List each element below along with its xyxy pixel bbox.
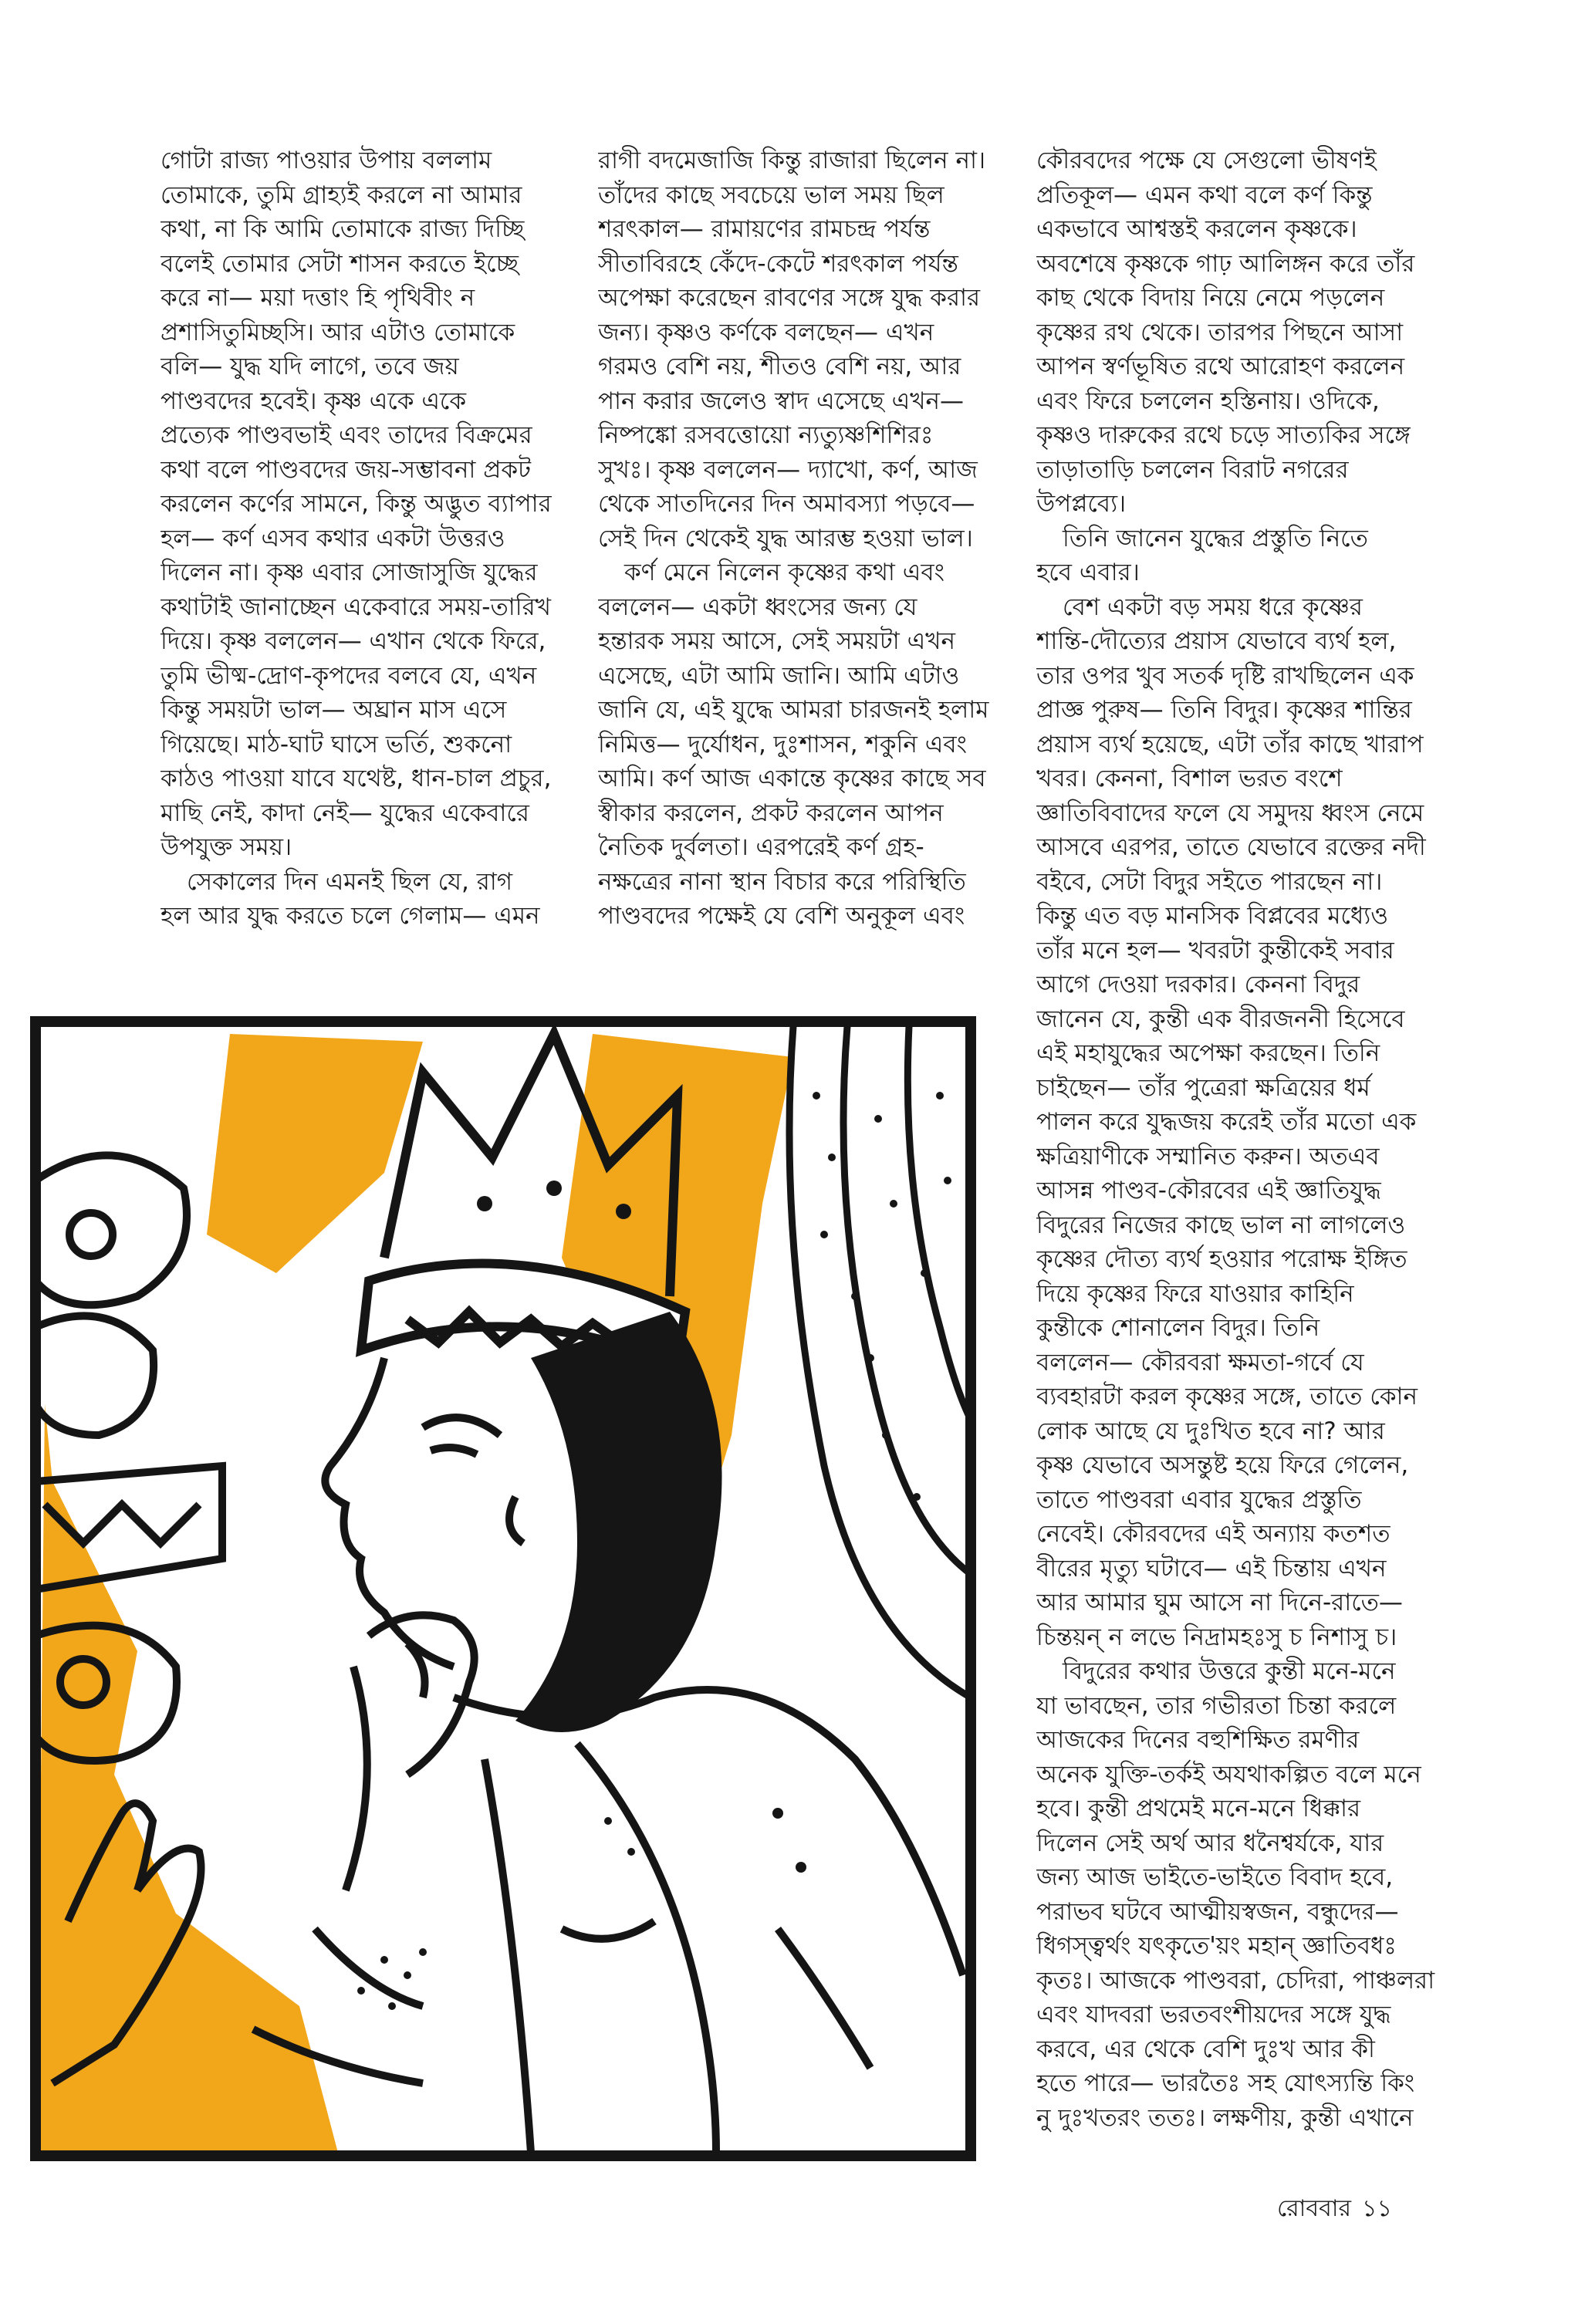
text-line: এই মহাযুদ্ধের অপেক্ষা করছেন। তিনি [1036,1039,1380,1067]
curtain-right [789,1026,971,1697]
text-line: কথাটাই জানাচ্ছেন একেবারে সময়-তারিখ [161,593,551,621]
text-line: কাঠও পাওয়া যাবে যথেষ্ট, ধান-চাল প্রচুর, [161,765,552,792]
text-line: জন্য। কৃষ্ণও কর্ণকে বলছেন— এখন [598,318,934,346]
text-line: স্বীকার করলেন, প্রকট করলেন আপন [598,799,944,827]
text-line: হবে এবার। [1036,559,1140,586]
text-line: জানেন যে, কুন্তী এক বীরজননী হিসেবে [1036,1005,1405,1033]
text-line: আর আমার ঘুম আসে না দিনে-রাতে— [1036,1589,1403,1616]
text-line: শরৎকাল— রামায়ণের রামচন্দ্র পর্যন্ত [598,215,931,243]
text-line: এসেছে, এটা আমি জানি। আমি এটাও [598,661,960,690]
text-line: হবে। কুন্তী প্রথমেই মনে-মনে ধিক্কার [1036,1795,1361,1822]
text-line: তাড়াতাড়ি চললেন বিরাট নগরের [1036,455,1349,484]
garment [253,1690,963,2153]
text-line: পাণ্ডবদের পক্ষেই যে বেশি অনুকূল এবং [598,902,965,930]
text-line: জানি যে, এই যুদ্ধে আমরা চারজনই হলাম [598,696,989,724]
text-line: চিন্তয়ন্ ন লভে নিদ্রামহঃসু চ নিশাসু চ। [1036,1623,1397,1651]
text-line: পরাভব ঘটবে আত্মীয়স্বজন, বন্ধুদের— [1036,1897,1399,1926]
text-line: জন্য আজ ভাইতে-ভাইতে বিবাদ হবে, [1036,1863,1394,1891]
text-line: কৃতঃ। আজকে পাণ্ডবরা, চেদিরা, পাঞ্চলরা [1036,1966,1435,1995]
text-line: কিন্তু সময়টা ভাল— অঘ্রান মাস এসে [161,696,507,724]
text-line: কথা, না কি আমি তোমাকে রাজ্য দিচ্ছি [161,215,525,243]
text-line: হন্তারক সময় আসে, সেই সময়টা এখন [598,627,956,655]
text-line: কৃষ্ণের রথ থেকে। তারপর পিছনে আসা [1036,318,1404,346]
text-line: দিলেন না। কৃষ্ণ এবার সোজাসুজি যুদ্ধের [161,559,538,586]
text-line: মাছি নেই, কাদা নেই— যুদ্ধের একেবারে [161,799,529,827]
text-line: পালন করে যুদ্ধজয় করেই তাঁর মতো এক [1036,1108,1417,1136]
text-line: সুখঃ। কৃষ্ণ বললেন— দ্যাখো, কর্ণ, আজ [598,455,978,484]
text-line: আসবে এরপর, তাতে যেভাবে রক্তের নদী [1036,833,1426,861]
article-column-1 [161,144,562,934]
text-line: আপন স্বর্ণভূষিত রথে আরোহণ করলেন [1036,353,1405,380]
text-line: শান্তি-দৌত্যের প্রয়াস যেভাবে ব্যর্থ হল, [1036,627,1397,655]
text-line: প্রত্যেক পাণ্ডবভাই এবং তাদের বিক্রমের [161,421,532,449]
text-line: নক্ষত্রের নানা স্থান বিচার করে পরিস্থিতি [598,867,966,896]
text-line: হতে পারে— ভারতৈঃ সহ যোৎস্যন্তি কিং [1036,2069,1415,2097]
text-line: আগে দেওয়া দরকার। কেননা বিদুর [1036,971,1360,998]
article-column-2 [598,144,999,934]
text-line: কৃষ্ণও দারুকের রথে চড়ে সাত্যকির সঙ্গে [1036,421,1411,449]
text-line: কৃষ্ণ যেভাবে অসন্তুষ্ট হয়ে ফিরে গেলেন, [1036,1451,1409,1479]
text-line: দিলেন সেই অর্থ আর ধনৈশ্বর্যকে, যার [1036,1829,1384,1857]
text-line: গোটা রাজ্য পাওয়ার উপায় বললাম [161,147,492,174]
text-line: একভাবে আশ্বস্তই করলেন কৃষ্ণকে। [1036,215,1357,243]
text-line: পান করার জলেও স্বাদ এসেছে এখন— [598,387,965,415]
text-line: গরমও বেশি নয়, শীতও বেশি নয়, আর [598,353,961,380]
illustration-image [22,1003,985,2172]
text-line: উপপ্লব্যে। [1036,490,1127,518]
text-line: করলেন কর্ণের সামনে, কিন্তু অদ্ভুত ব্যাপার [161,490,552,518]
text-line: বলেই তোমার সেটা শাসন করতে ইচ্ছে [161,249,519,278]
text-line: জ্ঞাতিবিবাদের ফলে যে সমুদয় ধ্বংস নেমে [1036,799,1424,827]
text-line: বিদুরের নিজের কাছে ভাল না লাগলেও [1036,1211,1406,1239]
page-number: ১১ [1361,2195,1392,2222]
text-line: দিয়ে। কৃষ্ণ বললেন— এখান থেকে ফিরে, [161,627,546,655]
text-line: সেই দিন থেকেই যুদ্ধ আরম্ভ হওয়া ভাল। [598,524,973,552]
text-line: তাতে পাণ্ডবরা এবার যুদ্ধের প্রস্তুতি [1036,1485,1362,1514]
text-line: বললেন— কৌরবরা ক্ষমতা-গর্বে যে [1036,1348,1364,1376]
text-line: কৌরবদের পক্ষে যে সেগুলো ভীষণই [1036,147,1377,174]
text-line: নিষ্পঙ্কো রসবত্তোয়ো ন্যত্যুষ্ণশিশিরঃ [598,421,934,449]
text-line: কাছ থেকে বিদায় নিয়ে নেমে পড়লেন [1036,284,1385,312]
text-line: কুন্তীকে শোনালেন বিদুর। তিনি [1036,1314,1320,1342]
text-line: রাগী বদমেজাজি কিন্তু রাজারা ছিলেন না। [598,147,986,174]
text-line: কৃষ্ণের দৌত্য ব্যর্থ হওয়ার পরোক্ষ ইঙ্গিত [1036,1245,1407,1273]
text-line: কর্ণ মেনে নিলেন কৃষ্ণের কথা এবং [624,559,944,586]
garment-dots [357,1808,806,2010]
text-line: ধিগস্ত্বর্থং যৎকৃতে'য়ং মহান্ জ্ঞাতিবধঃ [1036,1932,1397,1960]
text-line: প্রশাসিতুমিচ্ছসি। আর এটাও তোমাকে [161,318,515,346]
text-line: বিদুরের কথার উত্তরে কুন্তী মনে-মনে [1063,1657,1396,1685]
text-line: আসন্ন পাণ্ডব-কৌরবের এই জ্ঞাতিযুদ্ধ [1036,1177,1381,1204]
text-line: উপযুক্ত সময়। [161,833,292,861]
text-line: অবশেষে কৃষ্ণকে গাঢ় আলিঙ্গন করে তাঁর [1036,249,1415,278]
text-line: তিনি জানেন যুদ্ধের প্রস্তুতি নিতে [1063,524,1368,552]
text-line: লোক আছে যে দুঃখিত হবে না? আর [1036,1417,1385,1445]
text-line: নিমিত্ত— দুর্যোধন, দুঃশাসন, শকুনি এবং [598,730,967,758]
page-footer [1277,2190,1462,2229]
text-line: থেকে সাতদিনের দিন অমাবস্যা পড়বে— [598,490,975,518]
magazine-name: রোববার [1277,2195,1351,2222]
text-line: বইবে, সেটা বিদুর সইতে পারছেন না। [1036,867,1383,896]
text-line: এবং ফিরে চললেন হস্তিনায়। ওদিকে, [1036,387,1380,415]
text-line: ক্ষত্রিয়াণীকে সম্মানিত করুন। অতএব [1036,1142,1380,1170]
text-line: কথা বলে পাণ্ডবদের জয়-সম্ভাবনা প্রকট [161,455,531,484]
hand [346,1615,475,1890]
text-line: চাইছেন— তাঁর পুত্রেরা ক্ষত্রিয়ের ধর্ম [1036,1073,1370,1102]
text-line: দিয়ে কৃষ্ণের ফিরে যাওয়ার কাহিনি [1036,1279,1354,1308]
text-line: অপেক্ষা করেছেন রাবণের সঙ্গে যুদ্ধ করার [598,284,981,312]
face-profile [325,1358,523,1667]
text-line: প্রতিকূল— এমন কথা বলে কর্ণ কিন্তু [1036,181,1373,209]
text-line: প্রয়াস ব্যর্থ হয়েছে, এটা তাঁর কাছে খারাপ [1036,730,1424,758]
text-line: নু দুঃখতরং ততঃ। লক্ষণীয়, কুন্তী এখানে [1036,2103,1414,2132]
text-line: নৈতিক দুর্বলতা। এরপরেই কর্ণ গ্রহ- [598,833,924,861]
text-line: খবর। কেননা, বিশাল ভরত বংশে [1036,765,1343,792]
text-line: হল আর যুদ্ধ করতে চলে গেলাম— এমন [161,902,540,930]
text-line: বললেন— একটা ধ্বংসের জন্য যে [598,593,917,621]
text-line: প্রাজ্ঞ পুরুষ— তিনি বিদুর। কৃষ্ণের শান্তির [1036,696,1412,724]
text-line: আজকের দিনের বহুশিক্ষিত রমণীর [1036,1726,1360,1754]
text-line: অনেক যুক্তি-তর্কই অযথাকল্পিত বলে মনে [1036,1760,1421,1789]
text-line: তাঁর মনে হল— খবরটা কুন্তীকেই সবার [1036,936,1394,964]
text-line: পাণ্ডবদের হবেই। কৃষ্ণ একে একে [161,387,467,415]
text-line: তার ওপর খুব সতর্ক দৃষ্টি রাখছিলেন এক [1036,661,1414,690]
text-line: তুমি ভীষ্ম-দ্রোণ-কৃপদের বলবে যে, এখন [161,661,537,690]
text-line: নেবেই। কৌরবদের এই অন্যায় কতশত [1036,1520,1391,1548]
text-line: বেশ একটা বড় সময় ধরে কৃষ্ণের [1063,593,1363,621]
text-line: গিয়েছে। মাঠ-ঘাট ঘাসে ভর্তি, শুকনো [161,730,512,758]
text-line: হল— কর্ণ এসব কথার একটা উত্তরও [161,524,505,552]
text-line: করবে, এর থেকে বেশি দুঃখ আর কী [1036,2035,1375,2063]
text-line: করে না— ময়া দত্তাং হি পৃথিবীং ন [161,284,475,312]
text-line: সেকালের দিন এমনই ছিল যে, রাগ [187,867,513,896]
text-line: ব্যবহারটা করল কৃষ্ণের সঙ্গে, তাতে কোন [1036,1383,1418,1410]
text-line: এবং যাদবরা ভরতবংশীয়দের সঙ্গে যুদ্ধ [1036,2001,1391,2028]
text-line: বলি— যুদ্ধ যদি লাগে, তবে জয় [161,353,459,380]
hair [515,1312,722,1732]
text-line: আমি। কর্ণ আজ একান্তে কৃষ্ণের কাছে সব [598,765,986,792]
text-line: কিন্তু এত বড় মানসিক বিপ্লবের মধ্যেও [1036,902,1389,930]
text-line: তাঁদের কাছে সবচেয়ে ভাল সময় ছিল [598,181,944,209]
article-column-3 [1036,144,1445,2135]
text-line: বীরের মৃত্যু ঘটাবে— এই চিন্তায় এখন [1036,1554,1387,1583]
text-line: তোমাকে, তুমি গ্রাহ্যই করলে না আমার [161,181,522,209]
text-line: যা ভাবছেন, তার গভীরতা চিন্তা করলে [1036,1691,1397,1720]
text-line: সীতাবিরহে কেঁদে-কেটে শরৎকাল পর্যন্ত [598,249,958,278]
